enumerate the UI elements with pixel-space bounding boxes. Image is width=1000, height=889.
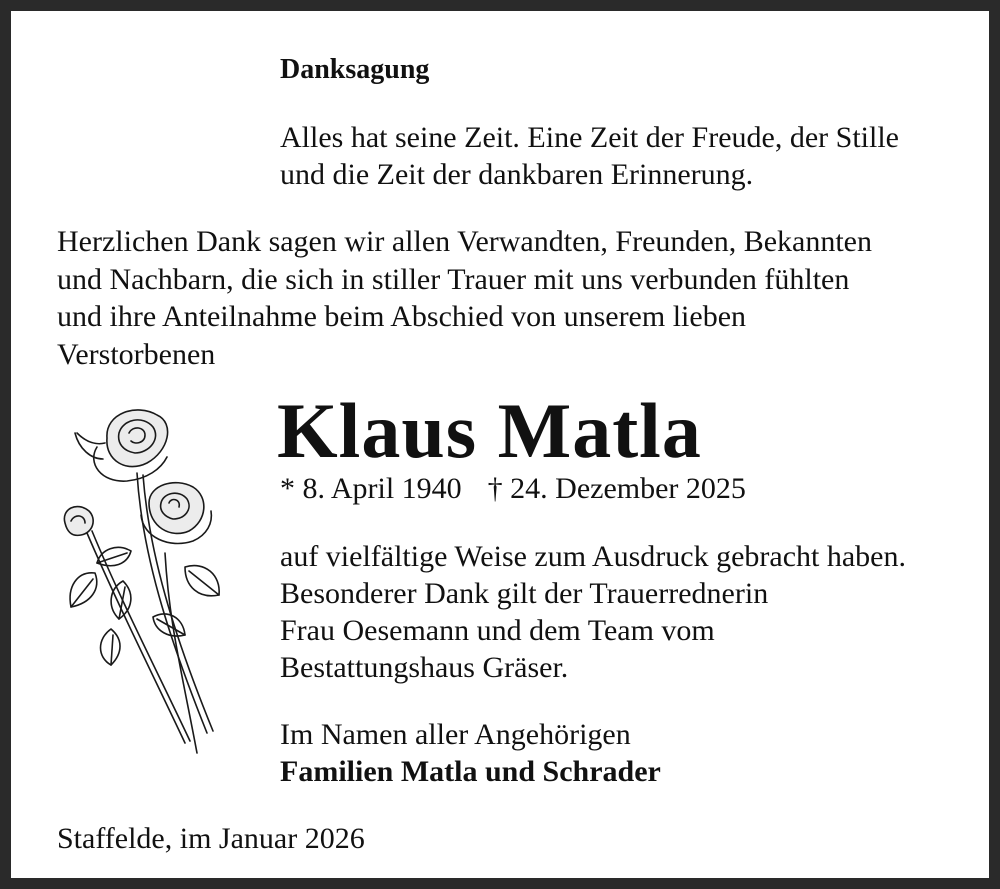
intro-line: Alles hat seine Zeit. Eine Zeit der Freude, der Stille xyxy=(280,121,899,154)
thanks-continuation xyxy=(280,538,906,686)
intro-line: und die Zeit der dankbaren Erinnerung. xyxy=(280,158,754,191)
body-line: und Nachbarn, die sich in stiller Trauer mit uns verbunden fühlten xyxy=(57,262,850,296)
thanks-line: Bestattungshaus Gräser. xyxy=(280,651,569,684)
life-dates xyxy=(280,470,746,507)
birth-date: * 8. April 1940 xyxy=(280,472,462,505)
place-and-date: Staffelde, im Januar 2026 xyxy=(57,822,365,855)
rose-drawing-icon xyxy=(57,403,227,767)
intro-quote xyxy=(280,119,899,193)
thanks-line: Besonderer Dank gilt der Trauerrednerin xyxy=(280,577,769,610)
signature-block xyxy=(280,716,661,790)
notice-heading: Danksagung xyxy=(280,54,430,85)
thanks-paragraph xyxy=(57,223,872,373)
thanks-line: auf vielfältige Weise zum Ausdruck gebracht haben. xyxy=(280,540,906,573)
body-line: und ihre Anteilnahme beim Abschied von unserem lieben xyxy=(57,300,747,333)
signature-intro: Im Namen aller Angehörigen xyxy=(280,718,631,751)
body-line: Herzlichen Dank sagen wir allen Verwandten, Freunden, Bekannten xyxy=(57,225,872,258)
body-line: Verstorbenen xyxy=(57,337,216,371)
deceased-name: Klaus Matla xyxy=(277,387,702,474)
death-date: † 24. Dezember 2025 xyxy=(487,472,746,505)
thanks-line: Frau Oesemann und dem Team vom xyxy=(280,614,715,647)
signature-names: Familien Matla und Schrader xyxy=(280,755,661,788)
